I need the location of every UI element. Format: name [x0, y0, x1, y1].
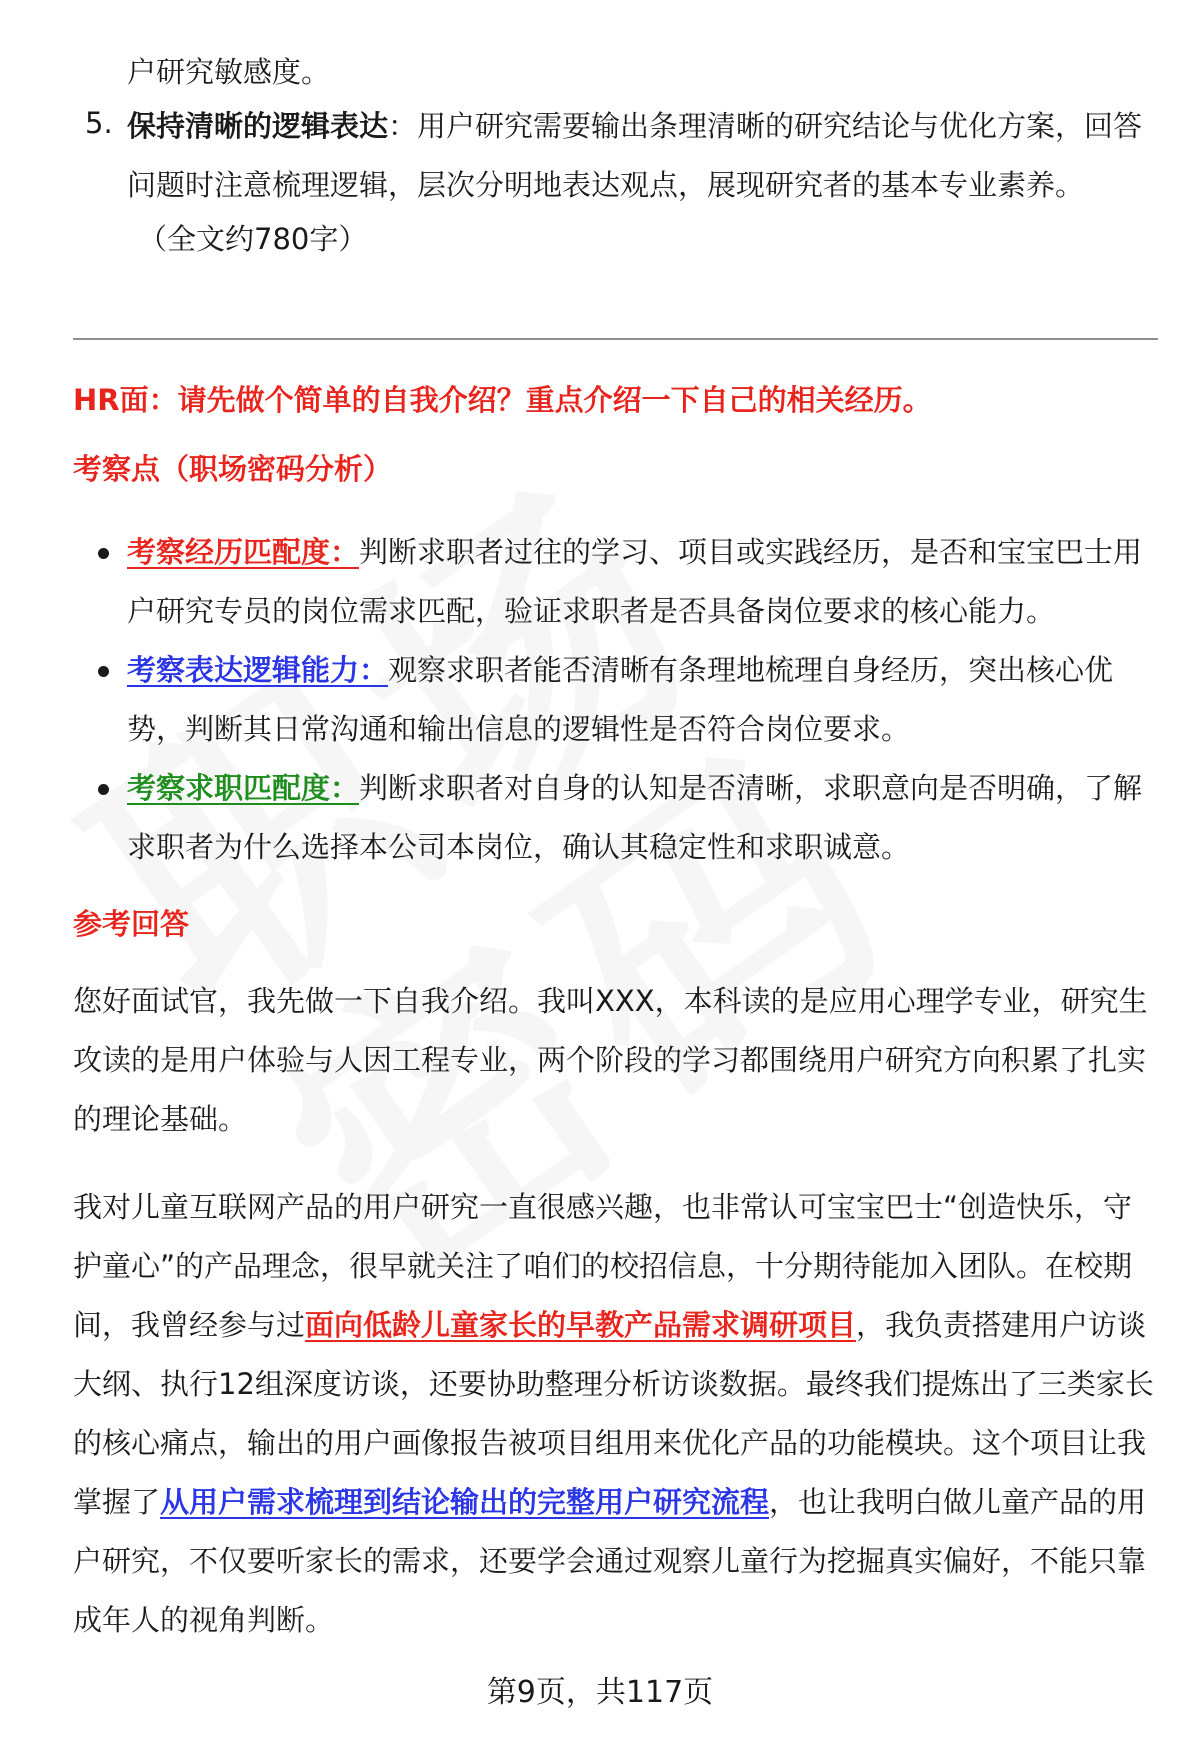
assess-text-jobfit: 判断求职者对自身的认知是否清晰，求职意向是否明确，了解求职者为什么选择本公司本岗位，确认其稳定性和求职诚意。 [127, 771, 1143, 864]
para2-text-c: ，也让我明白做儿童产品的用户研究，不仅要听家长的需求，还要学会通过观察儿童行为挖掘真实偏好，不能只靠成年人的视角判断。 [73, 1485, 1147, 1637]
para2-highlight-process: 从用户需求梳理到结论输出的完整用户研究流程 [160, 1485, 770, 1519]
list-number-5: 5. [85, 106, 113, 140]
list-item-5-text: ：用户研究需要输出条理清晰的研究结论与优化方案，回答问题时注意梳理逻辑，层次分明地表达观点，展现研究者的基本专业素养。 [127, 109, 1143, 202]
bullet-dot [98, 548, 109, 559]
assess-label-logic: 考察表达逻辑能力： [127, 653, 389, 687]
assess-heading: 考察点（职场密码分析） [73, 452, 393, 486]
assess-item-logic [127, 641, 1157, 759]
assess-label-jobfit: 考察求职匹配度： [127, 771, 360, 805]
answer-paragraph-2 [73, 1178, 1158, 1650]
list-item-5-title: 保持清晰的逻辑表达 [127, 109, 389, 143]
assess-text-experience: 判断求职者过往的学习、项目或实践经历，是否和宝宝巴士用户研究专员的岗位需求匹配，验证求职者是否具备岗位要求的核心能力。 [127, 535, 1143, 628]
bullet-dot [98, 784, 109, 795]
assess-item-experience [127, 523, 1157, 641]
assess-text-logic: 观察求职者能否清晰有条理地梳理自身经历，突出核心优势，判断其日常沟通和输出信息的逻辑性是否符合岗位要求。 [127, 653, 1114, 746]
word-count: （全文约780字） [138, 222, 368, 256]
assess-item-jobfit [127, 759, 1157, 877]
para2-text-a: 我对儿童互联网产品的用户研究一直很感兴趣，也非常认可宝宝巴士“创造快乐，守护童心”的产品理念，很早就关注了咱们的校招信息，十分期待能加入团队。在校期间，我曾经参与过 [73, 1190, 1133, 1342]
para2-highlight-project: 面向低龄儿童家长的早教产品需求调研项目 [305, 1308, 857, 1342]
assess-label-experience: 考察经历匹配度： [127, 535, 360, 569]
list-item-5 [127, 97, 1157, 215]
answer-paragraph-1: 您好面试官，我先做一下自我介绍。我叫XXX，本科读的是应用心理学专业，研究生攻读的是用户体验与人因工程专业，两个阶段的学习都围绕用户研究方向积累了扎实的理论基础。 [73, 984, 1148, 1136]
answer-heading: 参考回答 [73, 907, 190, 941]
intro-tail-text: 户研究敏感度。 [127, 55, 331, 89]
bullet-dot [98, 666, 109, 677]
question-heading: HR面：请先做个简单的自我介绍？重点介绍一下自己的相关经历。 [73, 383, 932, 417]
page-footer: 第9页，共117页 [486, 1675, 714, 1710]
para2-text-b: ，我负责搭建用户访谈大纲、执行12组深度访谈，还要协助整理分析访谈数据。最终我们提炼出了三类家长的核心痛点，输出的用户画像报告被项目组用来优化产品的功能模块。这个项目让我掌握了 [73, 1308, 1154, 1519]
divider [73, 338, 1158, 340]
